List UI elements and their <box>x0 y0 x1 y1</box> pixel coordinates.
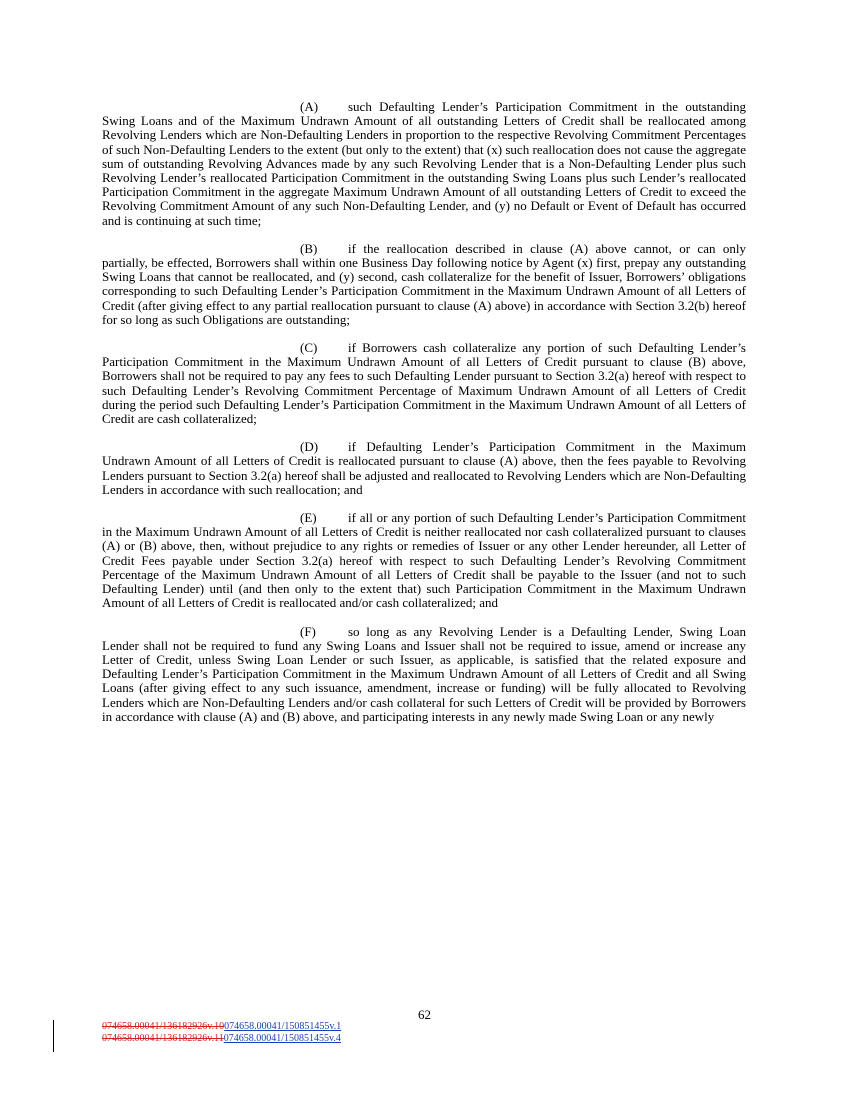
clause-c-paragraph <box>102 341 746 426</box>
footer-line-1 <box>102 1021 341 1033</box>
clause-f-paragraph <box>102 625 746 724</box>
footer-inserted-id-2: 074658.00041/150851455v.4 <box>223 1033 341 1044</box>
page-number: 62 <box>418 1007 431 1022</box>
clause-d-label: (D) <box>300 439 319 455</box>
footer-inserted-id-1: 074658.00041/150851455v.1 <box>224 1021 342 1032</box>
clause-e-text: if all or any portion of such Defaulting Lender’s Participation Commitment in the Maximum Undrawn Amount of all Letters of Credit is neither reallocated nor cash collateralized pursuant to clauses (A) or (B) above, then, without prejudice to any rights or remedies of Issuer or any other Lender hereunder, all Letter of Credit Fees payable under Section 3.2(a) hereof with respect to such Defaulting Lender’s Revolving Commitment Percentage of the Maximum Undrawn Amount of all Letters of Credit shall be payable to the Issuer (and not to such Defaulting Lender) until (and then only to the extent that) such Participation Commitment in the Maximum Undrawn Amount of all Letters of Credit is reallocated and/or cash collateralized; and <box>102 510 746 611</box>
clause-f-label: (F) <box>300 623 316 639</box>
clause-d-paragraph <box>102 440 746 497</box>
clause-b-paragraph <box>102 242 746 327</box>
clause-e-label: (E) <box>300 510 317 526</box>
clause-c-label: (C) <box>300 340 318 356</box>
clause-b-text: if the reallocation described in clause (A) above cannot, or can only partially, be effected, Borrowers shall within one Business Day following notice by Agent (x) first, prepay any outstanding Swing Loans that cannot be reallocated, and (y) second, cash collateralize for the benefit of Issuer, Borrowers’ obligations corresponding to such Defaulting Lender’s Participation Commitment in the Maximum Undrawn Amount of all Letters of Credit (after giving effect to any partial reallocation pursuant to clause (A) above) in accordance with Section 3.2(b) hereof for so long as such Obligations are outstanding; <box>102 240 746 327</box>
clause-b-label: (B) <box>300 240 318 256</box>
clause-c-text: if Borrowers cash collateralize any portion of such Defaulting Lender’s Participation Commitment in the Maximum Undrawn Amount of all Letters of Credit pursuant to clause (B) above, Borrowers shall not be required to pay any fees to such Defaulting Lender pursuant to Section 3.2(a) hereof with respect to such Defaulting Lender’s Revolving Commitment Percentage of Maximum Undrawn Amount of all Letters of Credit during the period such Defaulting Lender’s Participation Commitment in the Maximum Undrawn Amount of all Letters of Credit are cash collateralized; <box>102 340 746 427</box>
document-body <box>102 100 746 738</box>
clause-d-text: if Defaulting Lender’s Participation Commitment in the Maximum Undrawn Amount of all Letters of Credit is reallocated pursuant to clause (A) above, then the fees payable to Revolving Lenders pursuant to Section 3.2(a) hereof shall be adjusted and reallocated to Revolving Lenders which are Non-Defaulting Lenders in accordance with such reallocation; and <box>102 439 746 497</box>
document-id-footer <box>102 1021 341 1045</box>
footer-deleted-id-2: 074658.00041/136182926v.11 <box>102 1033 224 1044</box>
clause-f-text: so long as any Revolving Lender is a Defaulting Lender, Swing Loan Lender shall not be required to fund any Swing Loans and Issuer shall not be required to issue, amend or increase any Letter of Credit, unless Swing Loan Lender or such Issuer, as applicable, is satisfied that the related exposure and Defaulting Lender’s Participation Commitment in the Maximum Undrawn Amount of all Letters of Credit and all Swing Loans (after giving effect to any such issuance, amendment, increase or funding) will be fully allocated to Revolving Lenders which are Non-Defaulting Lenders and/or cash collateral for such Letters of Credit will be provided by Borrowers in accordance with clause (A) and (B) above, and participating interests in any newly made Swing Loan or any newly <box>102 623 746 724</box>
revision-change-bar <box>53 1020 54 1052</box>
clause-a-paragraph <box>102 100 746 228</box>
footer-deleted-id-1: 074658.00041/136182926v.10 <box>102 1021 225 1032</box>
clause-e-paragraph <box>102 511 746 610</box>
footer-line-2 <box>102 1033 341 1045</box>
clause-a-text: such Defaulting Lender’s Participation Commitment in the outstanding Swing Loans and of the Maximum Undrawn Amount of all outstanding Letters of Credit shall be reallocated among Revolving Lenders which are Non-Defaulting Lenders in proportion to the respective Revolving Commitment Percentages of such Non-Defaulting Lenders to the extent (but only to the extent) that (x) such reallocation does not cause the aggregate sum of outstanding Revolving Advances made by any such Revolving Lender that is a Non-Defaulting Lender plus such Revolving Lender’s reallocated Participation Commitment in the outstanding Swing Loans plus such Lender’s reallocated Participation Commitment in the aggregate Maximum Undrawn Amount of all outstanding Letters of Credit to exceed the Revolving Commitment Amount of any such Non-Defaulting Lender, and (y) no Default or Event of Default has occurred and is continuing at such time; <box>102 99 746 228</box>
clause-a-label: (A) <box>300 99 319 114</box>
